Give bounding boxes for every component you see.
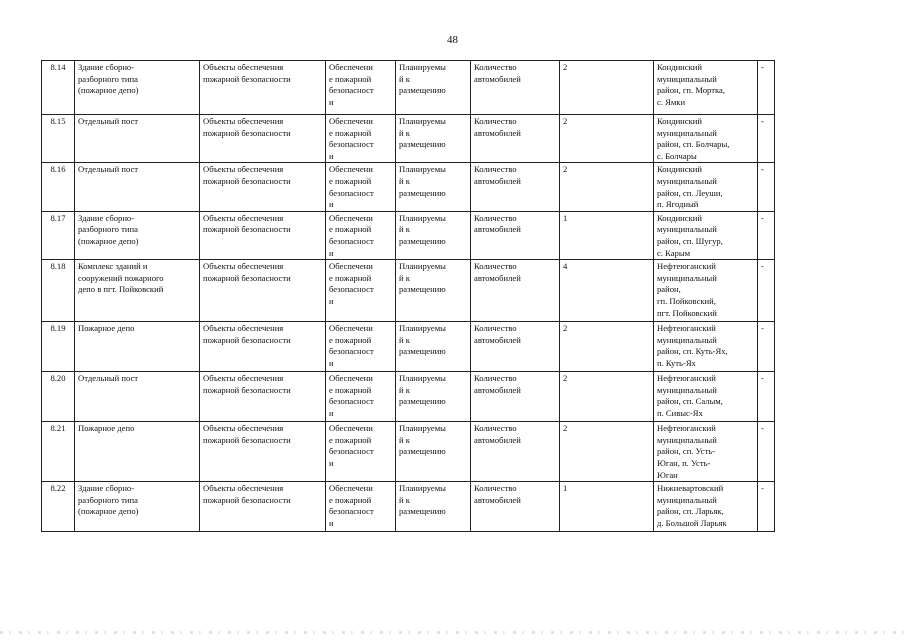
cell-note: - <box>758 422 775 482</box>
cell-purpose: Обеспечени е пожарной безопасност и <box>326 322 396 372</box>
cell-note: - <box>758 372 775 422</box>
cell-name: Отдельный пост <box>75 115 200 163</box>
cell-value: 2 <box>560 115 654 163</box>
scan-artifact-line <box>0 631 905 634</box>
cell-note: - <box>758 61 775 115</box>
cell-type: Объекты обеспечения пожарной безопасности <box>200 422 326 482</box>
cell-location: Кондинский муниципальный район, сп. Болчары, с. Болчары <box>654 115 758 163</box>
cell-num: 8.21 <box>42 422 75 482</box>
table-row <box>42 372 775 422</box>
cell-type: Объекты обеспечения пожарной безопасности <box>200 372 326 422</box>
cell-purpose: Обеспечени е пожарной безопасност и <box>326 163 396 211</box>
cell-characteristic: Количество автомобилей <box>471 372 560 422</box>
cell-purpose: Обеспечени е пожарной безопасност и <box>326 372 396 422</box>
cell-purpose: Обеспечени е пожарной безопасност и <box>326 211 396 259</box>
cell-note: - <box>758 260 775 322</box>
cell-type: Объекты обеспечения пожарной безопасности <box>200 322 326 372</box>
page-number: 48 <box>447 34 458 46</box>
table-row <box>42 115 775 163</box>
cell-value: 2 <box>560 322 654 372</box>
cell-name: Здание сборно- разборного типа (пожарное депо) <box>75 211 200 259</box>
cell-characteristic: Количество автомобилей <box>471 422 560 482</box>
table-row <box>42 260 775 322</box>
cell-value: 2 <box>560 163 654 211</box>
cell-status: Планируемы й к размещению <box>396 372 471 422</box>
cell-note: - <box>758 163 775 211</box>
cell-status: Планируемы й к размещению <box>396 115 471 163</box>
cell-purpose: Обеспечени е пожарной безопасност и <box>326 115 396 163</box>
cell-name: Отдельный пост <box>75 372 200 422</box>
cell-characteristic: Количество автомобилей <box>471 260 560 322</box>
cell-value: 4 <box>560 260 654 322</box>
cell-name: Здание сборно- разборного типа (пожарное депо) <box>75 61 200 115</box>
table-row <box>42 422 775 482</box>
cell-type: Объекты обеспечения пожарной безопасности <box>200 163 326 211</box>
cell-note: - <box>758 322 775 372</box>
cell-location: Нефтеюганский муниципальный район, гп. Пойковский, пгт. Пойковский <box>654 260 758 322</box>
cell-type: Объекты обеспечения пожарной безопасности <box>200 115 326 163</box>
table-row <box>42 482 775 532</box>
cell-location: Нефтеюганский муниципальный район, сп. Усть- Юган, п. Усть- Юган <box>654 422 758 482</box>
cell-num: 8.14 <box>42 61 75 115</box>
cell-type: Объекты обеспечения пожарной безопасности <box>200 61 326 115</box>
cell-note: - <box>758 115 775 163</box>
cell-num: 8.19 <box>42 322 75 372</box>
cell-value: 1 <box>560 211 654 259</box>
cell-location: Кондинский муниципальный район, гп. Мортка, с. Ямки <box>654 61 758 115</box>
cell-value: 1 <box>560 482 654 532</box>
objects-table <box>41 60 775 532</box>
cell-type: Объекты обеспечения пожарной безопасности <box>200 260 326 322</box>
cell-status: Планируемы й к размещению <box>396 61 471 115</box>
cell-purpose: Обеспечени е пожарной безопасност и <box>326 422 396 482</box>
cell-name: Здание сборно- разборного типа (пожарное депо) <box>75 482 200 532</box>
cell-value: 2 <box>560 61 654 115</box>
cell-characteristic: Количество автомобилей <box>471 115 560 163</box>
cell-characteristic: Количество автомобилей <box>471 482 560 532</box>
cell-status: Планируемы й к размещению <box>396 422 471 482</box>
cell-characteristic: Количество автомобилей <box>471 163 560 211</box>
cell-purpose: Обеспечени е пожарной безопасност и <box>326 260 396 322</box>
cell-location: Нижневартовский муниципальный район, сп. Ларьяк, д. Большой Ларьяк <box>654 482 758 532</box>
cell-num: 8.20 <box>42 372 75 422</box>
cell-num: 8.16 <box>42 163 75 211</box>
cell-status: Планируемы й к размещению <box>396 482 471 532</box>
cell-type: Объекты обеспечения пожарной безопасности <box>200 211 326 259</box>
cell-purpose: Обеспечени е пожарной безопасност и <box>326 482 396 532</box>
cell-characteristic: Количество автомобилей <box>471 211 560 259</box>
cell-location: Кондинский муниципальный район, сп. Шугур, с. Карым <box>654 211 758 259</box>
cell-num: 8.17 <box>42 211 75 259</box>
table-row <box>42 322 775 372</box>
cell-type: Объекты обеспечения пожарной безопасности <box>200 482 326 532</box>
cell-characteristic: Количество автомобилей <box>471 61 560 115</box>
cell-location: Нефтеюганский муниципальный район, сп. Салым, п. Сивыс-Ях <box>654 372 758 422</box>
cell-num: 8.22 <box>42 482 75 532</box>
table-row <box>42 163 775 211</box>
table-row <box>42 61 775 115</box>
cell-value: 2 <box>560 422 654 482</box>
cell-status: Планируемы й к размещению <box>396 260 471 322</box>
cell-value: 2 <box>560 372 654 422</box>
cell-num: 8.15 <box>42 115 75 163</box>
cell-status: Планируемы й к размещению <box>396 163 471 211</box>
cell-purpose: Обеспечени е пожарной безопасност и <box>326 61 396 115</box>
cell-name: Пожарное депо <box>75 422 200 482</box>
cell-location: Кондинский муниципальный район, сп. Леуши, п. Ягодный <box>654 163 758 211</box>
table-row <box>42 211 775 259</box>
cell-name: Отдельный пост <box>75 163 200 211</box>
cell-name: Пожарное депо <box>75 322 200 372</box>
cell-location: Нефтеюганский муниципальный район, сп. Куть-Ях, п. Куть-Ях <box>654 322 758 372</box>
cell-num: 8.18 <box>42 260 75 322</box>
cell-status: Планируемы й к размещению <box>396 322 471 372</box>
cell-note: - <box>758 482 775 532</box>
cell-note: - <box>758 211 775 259</box>
cell-characteristic: Количество автомобилей <box>471 322 560 372</box>
cell-name: Комплекс зданий и сооружений пожарного депо в пгт. Пойковский <box>75 260 200 322</box>
cell-status: Планируемы й к размещению <box>396 211 471 259</box>
